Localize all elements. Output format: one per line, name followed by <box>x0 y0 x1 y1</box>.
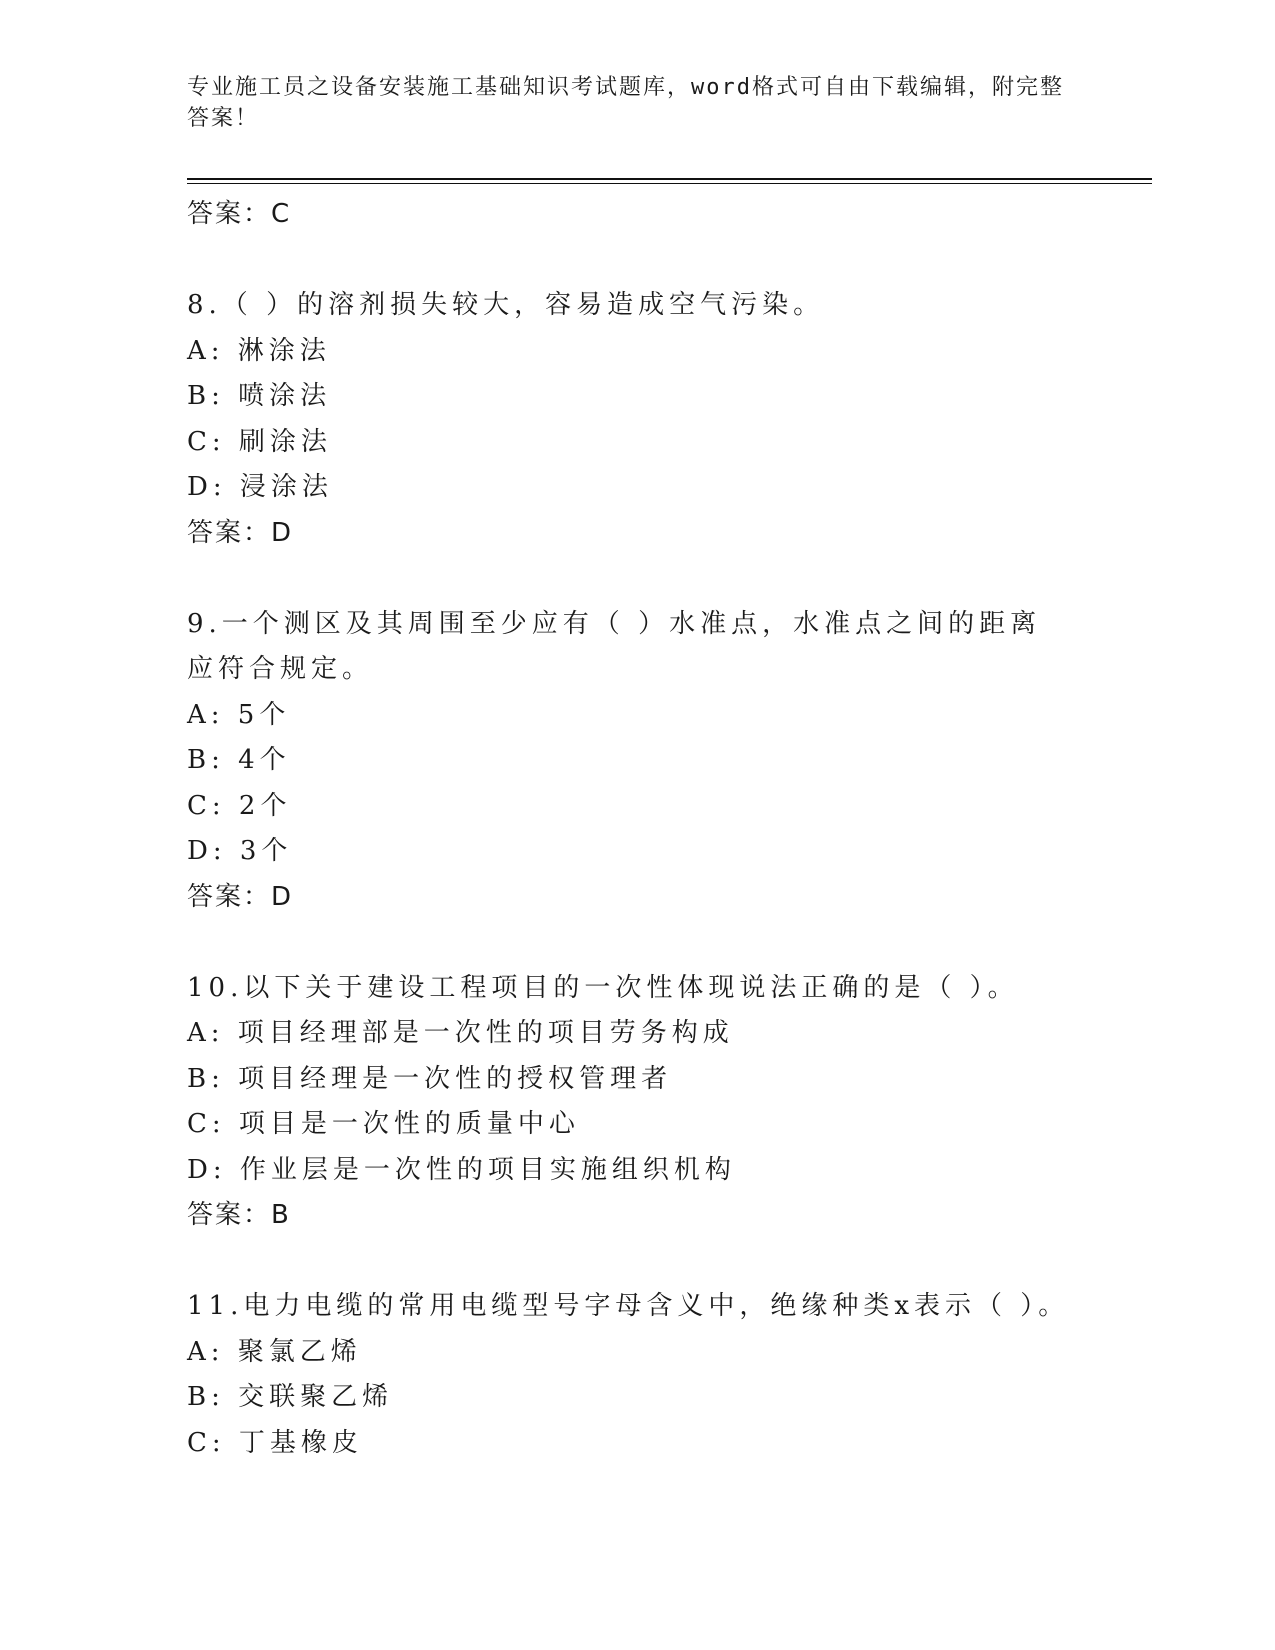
question-stem: 11.电力电缆的常用电缆型号字母含义中，绝缘种类x表示（ ）。 <box>187 1291 1070 1321</box>
question-10 <box>187 966 1087 1239</box>
answer-line: 答案：C <box>187 199 292 229</box>
question-stem: 9.一个测区及其周围至少应有（ ）水准点，水准点之间的距离应符合规定。 <box>187 608 1042 684</box>
answer-line: 答案：D <box>187 517 294 548</box>
header-rule-thin <box>187 183 1152 184</box>
document-header: 专业施工员之设备安装施工基础知识考试题库，word格式可自由下载编辑，附完整答案！ <box>187 75 1064 131</box>
question-stem: 10.以下关于建设工程项目的一次性体现说法正确的是（ ）。 <box>187 972 1019 1003</box>
answer-line: 答案：D <box>187 881 294 912</box>
header-rule-thick <box>187 178 1152 180</box>
question-11 <box>187 1284 1087 1466</box>
option-c: C: 项目是一次性的质量中心 <box>187 1109 580 1139</box>
option-c: C: 刷涂法 <box>187 426 332 457</box>
option-b: B: 交联聚乙烯 <box>187 1382 394 1412</box>
option-b: B: 4个 <box>187 745 291 775</box>
option-c: C: 丁基橡皮 <box>187 1427 363 1458</box>
option-a: A: 项目经理部是一次性的项目劳务构成 <box>187 1018 734 1048</box>
option-c: C: 2个 <box>187 790 292 821</box>
option-b: B: 项目经理是一次性的授权管理者 <box>187 1063 673 1094</box>
option-a: A: 聚氯乙烯 <box>187 1336 362 1367</box>
question-list <box>187 192 1087 1466</box>
option-d: D: 浸涂法 <box>187 472 333 502</box>
option-a: A: 淋涂法 <box>187 335 331 366</box>
option-d: D: 作业层是一次性的项目实施组织机构 <box>187 1154 736 1185</box>
question-8 <box>187 283 1087 556</box>
option-d: D: 3个 <box>187 836 293 866</box>
question-stem: 8.（ ）的溶剂损失较大，容易造成空气污染。 <box>187 290 825 320</box>
option-b: B: 喷涂法 <box>187 381 332 411</box>
question-9 <box>187 602 1087 921</box>
option-a: A: 5个 <box>187 699 291 730</box>
answer-line: 答案：B <box>187 1200 291 1230</box>
